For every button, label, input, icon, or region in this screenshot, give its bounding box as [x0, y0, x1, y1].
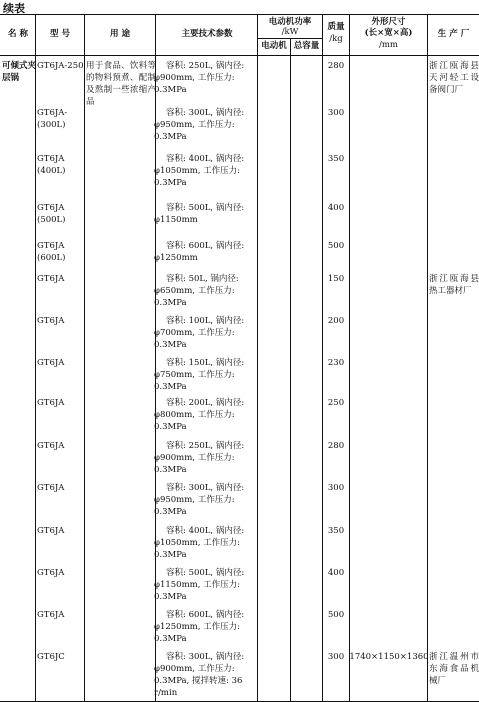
spec-line: 0.3MPa [154, 507, 187, 517]
spec-line: 容积: 150L, 锅内径: [166, 358, 245, 368]
mass-cell: 300 [327, 652, 345, 662]
header-total: 总容量 [293, 41, 320, 51]
mass-cell: 280 [327, 61, 345, 71]
header-usage-label: 用 途 [110, 29, 130, 39]
spec-line: φ650mm, 工作压力: [154, 286, 235, 296]
spec-cell [154, 153, 260, 189]
manufacturer-cell: 浙江瓯海县天河轻工设备阀门厂 [429, 61, 479, 95]
model-cell: GT6JA [37, 568, 65, 578]
header-mass-unit: /kg [329, 34, 343, 44]
spec-line: φ1150mm [154, 215, 198, 225]
model-cell: GT6JA-(300L) [37, 108, 68, 130]
spec-cell [154, 315, 260, 351]
header-manufacturer: 生 产 厂 [437, 29, 470, 39]
mass-cell: 400 [327, 203, 345, 213]
model-cell: GT6JC [37, 652, 65, 662]
table-caption: 续表 [3, 2, 25, 15]
spec-line: 容积: 600L, 锅内径: [166, 610, 245, 620]
header-spec: 主要技术参数 [181, 29, 233, 39]
spec-cell [154, 440, 260, 476]
model-cell: GT6JA [37, 274, 65, 284]
spec-cell [154, 609, 260, 645]
spec-cell [154, 273, 260, 309]
spec-line: 0.3MPa [154, 85, 187, 95]
mass-cell: 300 [327, 108, 345, 118]
header-dims-unit: /mm [379, 40, 398, 50]
mass-cell: 250 [327, 398, 345, 408]
spec-cell [154, 202, 260, 226]
mass-cell: 300 [327, 483, 345, 493]
spec-line: 0.3MPa [154, 382, 187, 392]
mass-cell: 200 [327, 316, 345, 326]
spec-line: φ900mm, 工作压力: [154, 73, 235, 83]
spec-line: 容积: 400L, 锅内径: [166, 154, 245, 164]
spec-line: φ1050mm, 工作压力: [154, 166, 240, 176]
equipment-table [0, 14, 479, 702]
spec-line: 0.3MPa [154, 422, 187, 432]
spec-cell [154, 482, 260, 518]
product-usage: 用于食品、饮料等的物料预煮、配制及熬制一些浓缩产品 [86, 61, 156, 107]
mass-cell: 230 [327, 358, 345, 368]
spec-line: φ900mm, 工作压力: [154, 453, 235, 463]
spec-line: 0.3MPa [154, 298, 187, 308]
spec-line: 容积: 600L, 锅内径: [166, 241, 245, 251]
spec-cell [154, 107, 260, 143]
spec-cell [154, 651, 260, 699]
model-cell: GT6JA [37, 358, 65, 368]
spec-cell [154, 60, 260, 96]
spec-line: 0.3MPa, 搅拌转速: 36 [154, 676, 243, 686]
spec-cell [154, 397, 260, 433]
model-cell: GT6JA (400L) [37, 154, 66, 176]
spec-line: φ1250mm [154, 253, 198, 263]
spec-line: 0.3MPa [154, 132, 187, 142]
spec-cell [154, 525, 260, 561]
mass-cell: 350 [327, 154, 345, 164]
spec-line: 容积: 250L, 锅内径: [166, 441, 245, 451]
spec-line: 容积: 300L, 锅内径: [166, 483, 245, 493]
spec-line: 0.3MPa [154, 178, 187, 188]
spec-line: 0.3MPa [154, 340, 187, 350]
mass-cell: 400 [327, 568, 345, 578]
spec-line: φ1050mm, 工作压力: [154, 538, 240, 548]
col-divider-1 [35, 15, 36, 701]
spec-line: φ1250mm, 工作压力: [154, 622, 240, 632]
spec-line: φ800mm, 工作压力: [154, 410, 235, 420]
header-dims-sub: (长×宽×高) [364, 28, 413, 38]
header-name: 名 称 [8, 29, 28, 39]
mass-cell: 280 [327, 441, 345, 451]
manufacturer-cell: 浙江温州市东海食品机械厂 [429, 652, 479, 686]
spec-line: 容积: 250L, 锅内径: [166, 61, 245, 71]
header-motor: 电动机 [261, 41, 287, 51]
spec-line: 0.3MPa [154, 465, 187, 475]
spec-line: φ700mm, 工作压力: [154, 328, 235, 338]
spec-line: 0.3MPa [154, 634, 187, 644]
model-cell: GT6JA-250 [37, 61, 84, 71]
spec-cell [154, 357, 260, 393]
model-cell: GT6JA [37, 441, 65, 451]
spec-line: 容积: 500L, 锅内径: [166, 203, 245, 213]
spec-line: 容积: 200L, 锅内径: [166, 398, 245, 408]
mass-cell: 150 [327, 274, 345, 284]
model-cell: GT6JA (500L) [37, 203, 66, 225]
spec-line: φ750mm, 工作压力: [154, 370, 235, 380]
model-cell: GT6JA [37, 526, 65, 536]
spec-line: 容积: 50L, 锅内径: [166, 274, 239, 284]
header-divider [0, 55, 479, 56]
dims-cell: 1740×1150×1360 [349, 652, 429, 662]
header-power-unit: /kW [281, 27, 299, 37]
spec-line: 容积: 400L, 锅内径: [166, 526, 245, 536]
model-cell: GT6JA [37, 316, 65, 326]
header-power: 电动机功率 [268, 17, 312, 27]
spec-line: 0.3MPa [154, 550, 187, 560]
header-dims: 外形尺寸 [371, 17, 406, 27]
spec-line: φ900mm, 工作压力: [154, 664, 235, 674]
spec-cell [154, 240, 260, 264]
spec-line: 容积: 100L, 锅内径: [166, 316, 245, 326]
col-divider-5 [290, 38, 291, 701]
mass-cell: 500 [327, 610, 345, 620]
model-cell: GT6JA [37, 398, 65, 408]
spec-line: φ950mm, 工作压力: [154, 120, 235, 130]
mass-cell: 350 [327, 526, 345, 536]
col-divider-8 [427, 15, 428, 701]
spec-line: 容积: 300L, 锅内径: [166, 652, 245, 662]
header-model: 型 号 [50, 29, 70, 39]
spec-line: r/min [154, 688, 178, 698]
mass-cell: 500 [327, 241, 345, 251]
spec-line: 容积: 300L, 锅内径: [166, 108, 245, 118]
spec-line: φ950mm, 工作压力: [154, 495, 235, 505]
product-name: 可倾式夹层锅 [2, 61, 37, 83]
header-mass: 质量 [327, 22, 345, 32]
model-cell: GT6JA [37, 483, 65, 493]
spec-line: 容积: 500L, 锅内径: [166, 568, 245, 578]
model-cell: GT6JA [37, 610, 65, 620]
spec-cell [154, 567, 260, 603]
model-cell: GT6JA (600L) [37, 241, 66, 263]
manufacturer-cell: 浙江瓯海县热工器材厂 [429, 274, 479, 296]
spec-line: φ1150mm, 工作压力: [154, 580, 240, 590]
spec-line: 0.3MPa [154, 592, 187, 602]
